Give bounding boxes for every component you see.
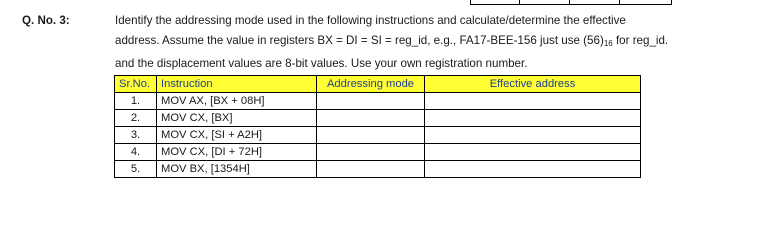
- effective-address-cell[interactable]: [425, 144, 641, 161]
- instruction-cell: MOV BX, [1354H]: [157, 161, 317, 178]
- addressing-mode-cell[interactable]: [317, 127, 425, 144]
- row-number: 5.: [115, 161, 157, 178]
- addressing-mode-cell[interactable]: [317, 93, 425, 110]
- addressing-mode-cell[interactable]: [317, 144, 425, 161]
- header-sr-no: Sr.No.: [115, 76, 157, 93]
- table-divider: [619, 0, 620, 4]
- question-line-suffix: for reg_id.: [612, 34, 669, 47]
- question-text: [115, 11, 755, 74]
- table-row: [115, 161, 641, 178]
- row-number: 1.: [115, 93, 157, 110]
- table-divider: [519, 0, 520, 4]
- question-label: Q. No. 3:: [22, 14, 70, 27]
- instruction-cell: MOV CX, [DI + 72H]: [157, 144, 317, 161]
- table-header-row: [115, 76, 641, 93]
- addressing-mode-cell[interactable]: [317, 110, 425, 127]
- addressing-mode-table: [114, 75, 641, 178]
- table-row: [115, 93, 641, 110]
- row-number: 4.: [115, 144, 157, 161]
- effective-address-cell[interactable]: [425, 161, 641, 178]
- row-number: 2.: [115, 110, 157, 127]
- row-number: 3.: [115, 127, 157, 144]
- effective-address-cell[interactable]: [425, 110, 641, 127]
- header-instruction: Instruction: [157, 76, 317, 93]
- question-line: and the displacement values are 8-bit values. Use your own registration number.: [115, 57, 528, 70]
- instruction-cell: MOV AX, [BX + 08H]: [157, 93, 317, 110]
- table-row: [115, 127, 641, 144]
- table-divider: [569, 0, 570, 4]
- question-line: Identify the addressing mode used in the following instructions and calculate/determine the effective: [115, 14, 626, 27]
- effective-address-cell[interactable]: [425, 93, 641, 110]
- instruction-cell: MOV CX, [SI + A2H]: [157, 127, 317, 144]
- base-subscript: 16: [603, 39, 613, 48]
- table-row: [115, 144, 641, 161]
- addressing-mode-cell[interactable]: [317, 161, 425, 178]
- question-line-prefix: address. Assume the value in registers BX = DI = SI = reg_id, e.g., FA17-BEE-156 just use (56): [115, 34, 604, 47]
- instruction-cell: MOV CX, [BX]: [157, 110, 317, 127]
- table-row: [115, 110, 641, 127]
- effective-address-cell[interactable]: [425, 127, 641, 144]
- header-effective-address: Effective address: [425, 76, 641, 93]
- question-line: [115, 31, 755, 54]
- header-addressing-mode: Addressing mode: [317, 76, 425, 93]
- previous-table-bottom-edge: [470, 0, 672, 5]
